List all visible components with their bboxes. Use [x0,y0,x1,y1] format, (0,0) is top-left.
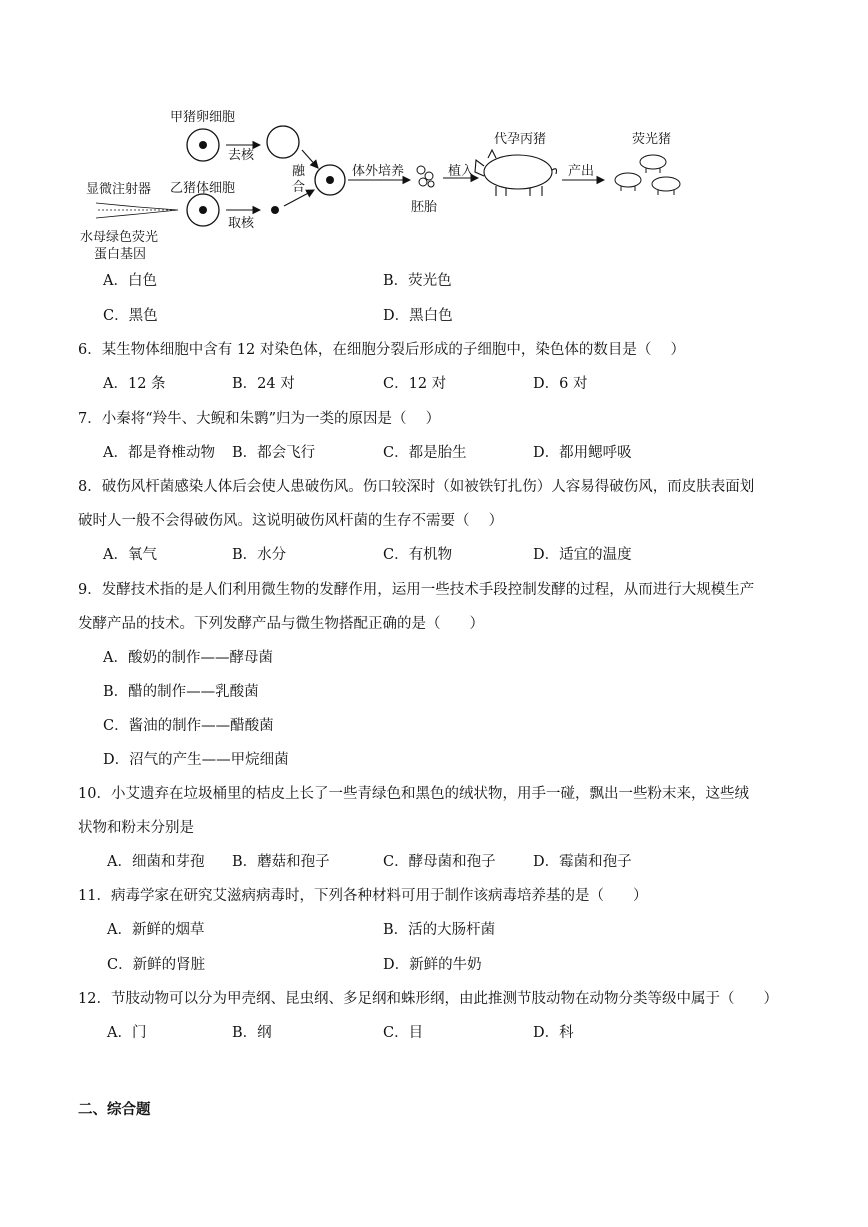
q9-option-c: C．酱油的制作——醋酸菌 [103,718,274,734]
q9-stem-line2: 发酵产品的技术。下列发酵产品与微生物搭配正确的是（ ） [78,616,484,632]
q7-option-d: D．都用鳃呼吸 [533,445,632,461]
q12-option-d: D．科 [533,1025,574,1041]
cloning-diagram [78,100,698,270]
q12-stem: 12．节肢动物可以分为甲壳纲、昆虫纲、多足纲和蛛形纲，由此推测节肢动物在动物分类等级中属于（ ） [78,991,778,1007]
q11-stem: 11．病毒学家在研究艾滋病病毒时，下列各种材料可用于制作该病毒培养基的是（ ） [78,888,648,904]
q6-stem: 6．某生物体细胞中含有 12 对染色体，在细胞分裂后形成的子细胞中，染色体的数目是（ ） [78,342,685,358]
q5-option-a: A．白色 [103,273,157,289]
label-birth: 产出 [568,164,595,179]
q5-option-d: D．黑白色 [383,308,453,324]
q8-option-a: A．氧气 [103,547,157,563]
q8-option-d: D．适宜的温度 [533,547,632,563]
q5-option-c: C．黑色 [103,308,158,324]
q6-option-c: C．12 对 [383,376,447,392]
q11-option-b: B．活的大肠杆菌 [383,922,496,938]
q8-stem-line2: 破时人一般不会得破伤风。这说明破伤风杆菌的生存不需要（ ） [78,513,504,529]
label-gene-line1: 水母绿色荧光 [80,230,159,245]
fluorescent-piglets-icon [615,155,680,195]
label-fluorescent: 荧光猪 [632,132,672,147]
label-implant: 植入 [448,164,475,179]
label-remove-nucleus: 去核 [228,148,255,163]
q7-option-b: B．都会飞行 [232,445,316,461]
label-egg-cell: 甲猪卵细胞 [170,110,236,125]
q6-option-a: A．12 条 [103,376,166,392]
q11-option-d: D．新鲜的牛奶 [383,957,482,973]
q10-option-d: D．霉菌和孢子 [533,854,632,870]
q8-option-b: B．水分 [232,547,287,563]
q11-option-a: A．新鲜的烟草 [107,922,205,938]
q12-option-a: A．门 [107,1025,147,1041]
embryo-icon [417,166,434,187]
q6-option-d: D．6 对 [533,376,588,392]
q7-option-a: A．都是脊椎动物 [103,445,215,461]
enucleated-egg [267,126,299,158]
q8-stem-line1: 8．破伤风杆菌感染人体后会使人患破伤风。伤口较深时（如被铁钉扎伤）人容易得破伤风，而皮肤表面划 [78,479,755,495]
q9-stem-line1: 9．发酵技术指的是人们利用微生物的发酵作用，运用一些技术手段控制发酵的过程，从而进行大规模生产 [78,582,755,598]
q7-option-c: C．都是胎生 [383,445,467,461]
q9-option-a: A．酸奶的制作——酵母菌 [103,650,273,666]
label-embryo: 胚胎 [411,200,438,215]
section-heading: 二、综合题 [78,1102,151,1118]
q7-stem: 7．小秦将“羚牛、大鲵和朱鹮”归为一类的原因是（ ） [78,411,441,427]
q10-option-a: A．细菌和芽孢 [107,854,205,870]
label-fuse-2: 合 [292,180,306,195]
q9-option-d: D．沼气的产生——甲烷细菌 [103,752,289,768]
label-surrogate: 代孕丙猪 [494,132,547,147]
label-gene-line2: 蛋白基因 [94,247,147,262]
label-injector: 显微注射器 [86,182,152,197]
injector-icon [96,203,178,218]
q12-option-b: B．纲 [232,1025,272,1041]
label-take-nucleus: 取核 [228,216,255,231]
q10-option-c: C．酵母菌和孢子 [383,854,496,870]
q10-option-b: B．蘑菇和孢子 [232,854,330,870]
label-culture: 体外培养 [352,164,405,179]
label-body-cell: 乙猪体细胞 [170,181,236,196]
q8-option-c: C．有机物 [383,547,453,563]
label-fuse-1: 融 [292,164,306,179]
q12-option-c: C．目 [383,1025,424,1041]
q5-option-b: B．荧光色 [383,273,452,289]
q6-option-b: B．24 对 [232,376,295,392]
q9-option-b: B．醋的制作——乳酸菌 [103,684,259,700]
q11-option-c: C．新鲜的肾脏 [107,957,206,973]
q10-stem-line1: 10．小艾遗弃在垃圾桶里的桔皮上长了一些青绿色和黑色的绒状物，用手一碰，飘出一些粉末来，这些绒 [78,786,749,802]
surrogate-pig-icon [475,150,557,196]
q10-stem-line2: 状物和粉末分别是 [78,820,194,836]
nucleus [271,206,279,214]
